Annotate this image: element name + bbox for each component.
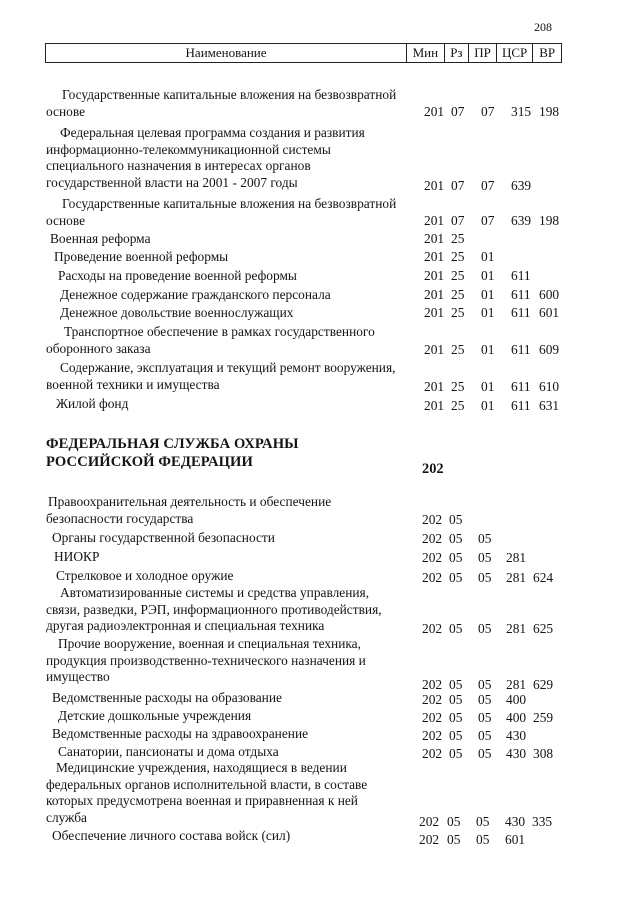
page-number: 208 (534, 20, 552, 34)
row-csr: 281 (506, 550, 527, 565)
row-pr: 05 (478, 746, 492, 761)
row-min: 201 (424, 213, 445, 228)
section-code: 202 (422, 461, 444, 477)
row-name: Органы государственной безопасности (52, 530, 275, 545)
row-min: 202 (422, 710, 443, 725)
row-csr: 611 (511, 305, 531, 320)
row-pr: 05 (478, 710, 492, 725)
row-vr: 609 (539, 342, 560, 357)
row-name: Жилой фонд (56, 396, 129, 411)
row-min: 202 (419, 832, 440, 847)
row-name: Федеральная целевая программа создания и развития информационно-телекоммуникационной системы специального назначения в интересах органов государственной власти на 2001 - 2007 годы (46, 125, 365, 190)
row-csr: 611 (511, 287, 531, 302)
row-vr: 610 (539, 379, 560, 394)
row-min: 201 (424, 305, 445, 320)
row-min: 201 (424, 104, 445, 119)
row-csr: 611 (511, 379, 531, 394)
row-csr: 430 (506, 728, 527, 743)
row-rz: 25 (451, 231, 465, 246)
row-pr: 05 (478, 621, 492, 636)
row-name: Обеспечение личного состава войск (сил) (52, 828, 291, 843)
row-name: Санатории, пансионаты и дома отдыха (58, 744, 279, 759)
row-csr: 281 (506, 677, 527, 692)
row-rz: 05 (449, 512, 463, 527)
row-pr: 01 (481, 398, 495, 413)
row-rz: 07 (451, 178, 465, 193)
row-name: Транспортное обеспечение в рамках государственного оборонного заказа (46, 324, 375, 356)
row-min: 201 (424, 178, 445, 193)
row-pr: 05 (478, 550, 492, 565)
header-csr: ЦСР (496, 44, 533, 62)
row-pr: 07 (481, 178, 495, 193)
row-rz: 05 (449, 677, 463, 692)
row-name: Государственные капитальные вложения на безвозвратной основе (46, 196, 397, 228)
row-rz: 05 (449, 550, 463, 565)
row-name: Денежное содержание гражданского персонала (60, 287, 331, 302)
row-rz: 05 (449, 621, 463, 636)
row-min: 201 (424, 287, 445, 302)
row-min: 202 (422, 531, 443, 546)
row-pr: 05 (476, 832, 490, 847)
row-csr: 281 (506, 621, 527, 636)
row-rz: 25 (451, 249, 465, 264)
row-min: 201 (424, 379, 445, 394)
row-min: 202 (422, 550, 443, 565)
row-pr: 05 (478, 728, 492, 743)
row-min: 202 (422, 512, 443, 527)
row-csr: 611 (511, 268, 531, 283)
row-vr: 629 (533, 677, 554, 692)
header-vr: ВР (532, 44, 561, 62)
row-rz: 05 (447, 814, 461, 829)
row-name: Проведение военной реформы (54, 249, 229, 264)
row-vr: 631 (539, 398, 560, 413)
header-pr: ПР (468, 44, 496, 62)
row-name: Ведомственные расходы на здравоохранение (52, 726, 309, 741)
header-name: Наименование (185, 45, 267, 60)
section-title: ФЕДЕРАЛЬНАЯ СЛУЖБА ОХРАНЫ РОССИЙСКОЙ ФЕДЕРАЦИИ (46, 436, 299, 470)
row-csr: 430 (505, 814, 526, 829)
row-min: 201 (424, 268, 445, 283)
row-rz: 25 (451, 342, 465, 357)
row-rz: 25 (451, 268, 465, 283)
row-name: Детские дошкольные учреждения (58, 708, 252, 723)
row-min: 201 (424, 398, 445, 413)
row-min: 202 (422, 570, 443, 585)
row-pr: 01 (481, 249, 495, 264)
row-pr: 05 (478, 677, 492, 692)
row-name: Содержание, эксплуатация и текущий ремонт вооружения, военной техники и имущества (46, 360, 396, 392)
row-vr: 198 (539, 213, 560, 228)
row-vr: 308 (533, 746, 554, 761)
row-csr: 601 (505, 832, 526, 847)
row-name: Медицинские учреждения, находящиеся в ведении федеральных органов исполнительной власти, в составе которых предусмотрена военная и приравненная к ней служба (46, 760, 368, 825)
row-pr: 01 (481, 305, 495, 320)
row-min: 202 (422, 677, 443, 692)
row-min: 202 (419, 814, 440, 829)
row-rz: 07 (451, 213, 465, 228)
row-rz: 25 (451, 379, 465, 394)
row-csr: 281 (506, 570, 527, 585)
row-rz: 25 (451, 287, 465, 302)
row-csr: 611 (511, 342, 531, 357)
row-rz: 05 (449, 692, 463, 707)
row-rz: 05 (449, 728, 463, 743)
row-csr: 639 (511, 213, 532, 228)
row-rz: 05 (449, 531, 463, 546)
row-min: 201 (424, 342, 445, 357)
row-min: 202 (422, 728, 443, 743)
row-vr: 600 (539, 287, 560, 302)
row-pr: 05 (478, 531, 492, 546)
row-vr: 601 (539, 305, 560, 320)
row-vr: 624 (533, 570, 554, 585)
row-rz: 25 (451, 398, 465, 413)
row-pr: 05 (478, 570, 492, 585)
row-rz: 05 (449, 570, 463, 585)
row-rz: 05 (449, 710, 463, 725)
row-rz: 05 (447, 832, 461, 847)
row-csr: 400 (506, 692, 527, 707)
row-name: Правоохранительная деятельность и обеспечение безопасности государства (46, 494, 332, 526)
header-min: Мин (406, 44, 444, 62)
row-name: Стрелковое и холодное оружие (56, 568, 234, 583)
row-min: 202 (422, 746, 443, 761)
row-min: 201 (424, 249, 445, 264)
row-name: Автоматизированные системы и средства управления, связи, разведки, РЭП, информационного противодействия, другая радиоэлектронная и специальная техника (46, 585, 382, 634)
row-pr: 01 (481, 379, 495, 394)
row-pr: 01 (481, 342, 495, 357)
row-rz: 07 (451, 104, 465, 119)
row-vr: 625 (533, 621, 554, 636)
row-csr: 315 (511, 104, 532, 119)
row-min: 202 (422, 692, 443, 707)
row-name: НИОКР (54, 549, 100, 564)
row-pr: 01 (481, 287, 495, 302)
row-vr: 259 (533, 710, 554, 725)
row-csr: 611 (511, 398, 531, 413)
row-pr: 05 (476, 814, 490, 829)
row-name: Расходы на проведение военной реформы (58, 268, 297, 283)
row-vr: 198 (539, 104, 560, 119)
row-pr: 07 (481, 104, 495, 119)
row-min: 202 (422, 621, 443, 636)
row-rz: 25 (451, 305, 465, 320)
row-name: Военная реформа (50, 231, 151, 246)
header-rz: Рз (444, 44, 469, 62)
row-name: Государственные капитальные вложения на безвозвратной основе (46, 87, 397, 119)
row-name: Ведомственные расходы на образование (52, 690, 282, 705)
row-min: 201 (424, 231, 445, 246)
row-rz: 05 (449, 746, 463, 761)
row-pr: 01 (481, 268, 495, 283)
row-name: Денежное довольствие военнослужащих (60, 305, 294, 320)
row-pr: 05 (478, 692, 492, 707)
row-csr: 400 (506, 710, 527, 725)
row-csr: 639 (511, 178, 532, 193)
row-name: Прочие вооружение, военная и специальная техника, продукция производственно-технического назначения и имущество (46, 636, 366, 685)
row-csr: 430 (506, 746, 527, 761)
row-vr: 335 (532, 814, 553, 829)
row-pr: 07 (481, 213, 495, 228)
